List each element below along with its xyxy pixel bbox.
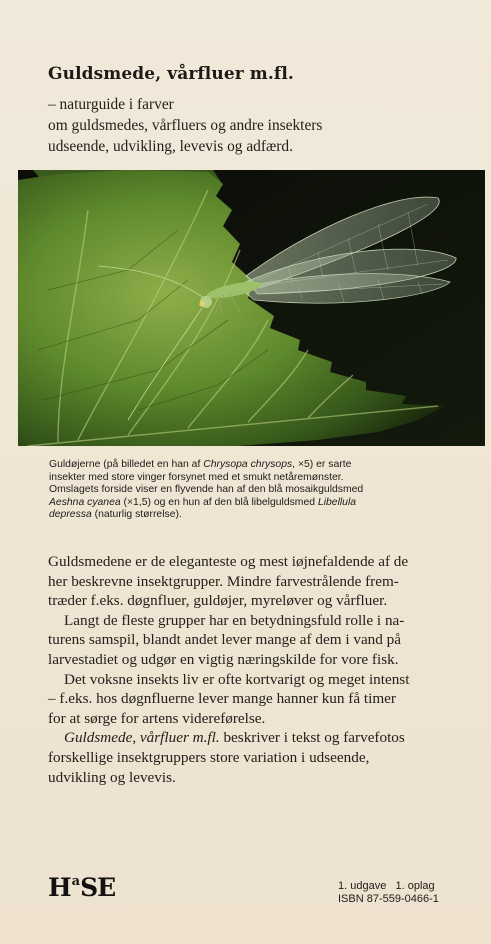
- blurb-line: udvikling og levevis.: [48, 768, 176, 786]
- logo-letter: a: [71, 874, 80, 889]
- subtitle-line: udseende, udvikling, levevis og adfærd.: [48, 138, 293, 155]
- book-title-italic: Guldsmede, vårfluer m.fl.: [64, 729, 220, 747]
- lacewing-photo: [18, 170, 485, 446]
- isbn: ISBN 87-559-0466-1: [338, 892, 439, 905]
- blurb-line: forskellige insektgruppers store variation i udseende,: [48, 748, 370, 766]
- caption-text: Guldøjerne (på billedet en han af: [49, 459, 204, 470]
- blurb-line: Det voksne insekts liv er ofte kortvarigt og meget intenst: [64, 670, 410, 688]
- caption-text: insekter med store vinger forsynet med et smukt netåremønster.: [49, 471, 344, 483]
- caption-species: depressa: [49, 509, 92, 520]
- blurb-paragraph: [48, 611, 448, 670]
- blurb-line: Guldsmedene er de eleganteste og mest iøjnefaldende af de: [48, 553, 409, 570]
- caption-text: (naturlig størrelse).: [91, 509, 182, 520]
- blurb-line: her beskrevne insektgrupper. Mindre farvestrålende frem-: [48, 572, 399, 590]
- blurb-line: larvestadiet og udgør en vigtig næringskilde for vore fisk.: [48, 650, 399, 668]
- blurb-line: træder f.eks. døgnfluer, guldøjer, myreløver og vårfluer.: [48, 592, 388, 610]
- caption-species: Libellula: [317, 496, 357, 508]
- caption-species: Aeshna cyanea: [49, 496, 121, 508]
- blurb-paragraph: [48, 728, 448, 787]
- blurb-line: – f.eks. hos døgnfluerne lever mange hanner kun få timer: [48, 690, 396, 708]
- book-title: Guldsmede, vårfluer m.fl.: [48, 64, 294, 84]
- caption-text: (×1,5) og en hun af den blå libelguldsmed: [120, 496, 318, 508]
- edition-line: 1. udgave 1. oplag: [338, 880, 435, 892]
- logo-letter: SE: [80, 873, 116, 902]
- subtitle: [48, 94, 468, 157]
- blurb: [48, 552, 448, 787]
- blurb-line: for at sørge for artens videreførelse.: [48, 709, 266, 727]
- caption-text: , ×5) er sarte: [292, 459, 352, 470]
- blurb-paragraph: [48, 670, 448, 729]
- blurb-line: beskriver i tekst og farvefotos: [219, 729, 405, 747]
- logo-letter: H: [48, 873, 71, 902]
- lacewing-illustration: [18, 170, 485, 446]
- caption-species: Chrysopa chrysops: [203, 459, 293, 470]
- publisher-logo: [48, 872, 115, 902]
- caption-text: Omslagets forside viser en flyvende han af den blå mosaikguldsmed: [49, 484, 364, 495]
- blurb-line: Langt de fleste grupper har en betydningsfuld rolle i na-: [64, 611, 405, 629]
- subtitle-line: om guldsmedes, vårfluers og andre insekters: [48, 117, 323, 134]
- edition-info: [338, 880, 439, 905]
- blurb-line: turens samspil, blandt andet lever mange af dem i vand på: [48, 631, 401, 649]
- subtitle-line: – naturguide i farver: [48, 96, 174, 113]
- blurb-paragraph: [48, 552, 448, 611]
- photo-caption: [49, 459, 449, 522]
